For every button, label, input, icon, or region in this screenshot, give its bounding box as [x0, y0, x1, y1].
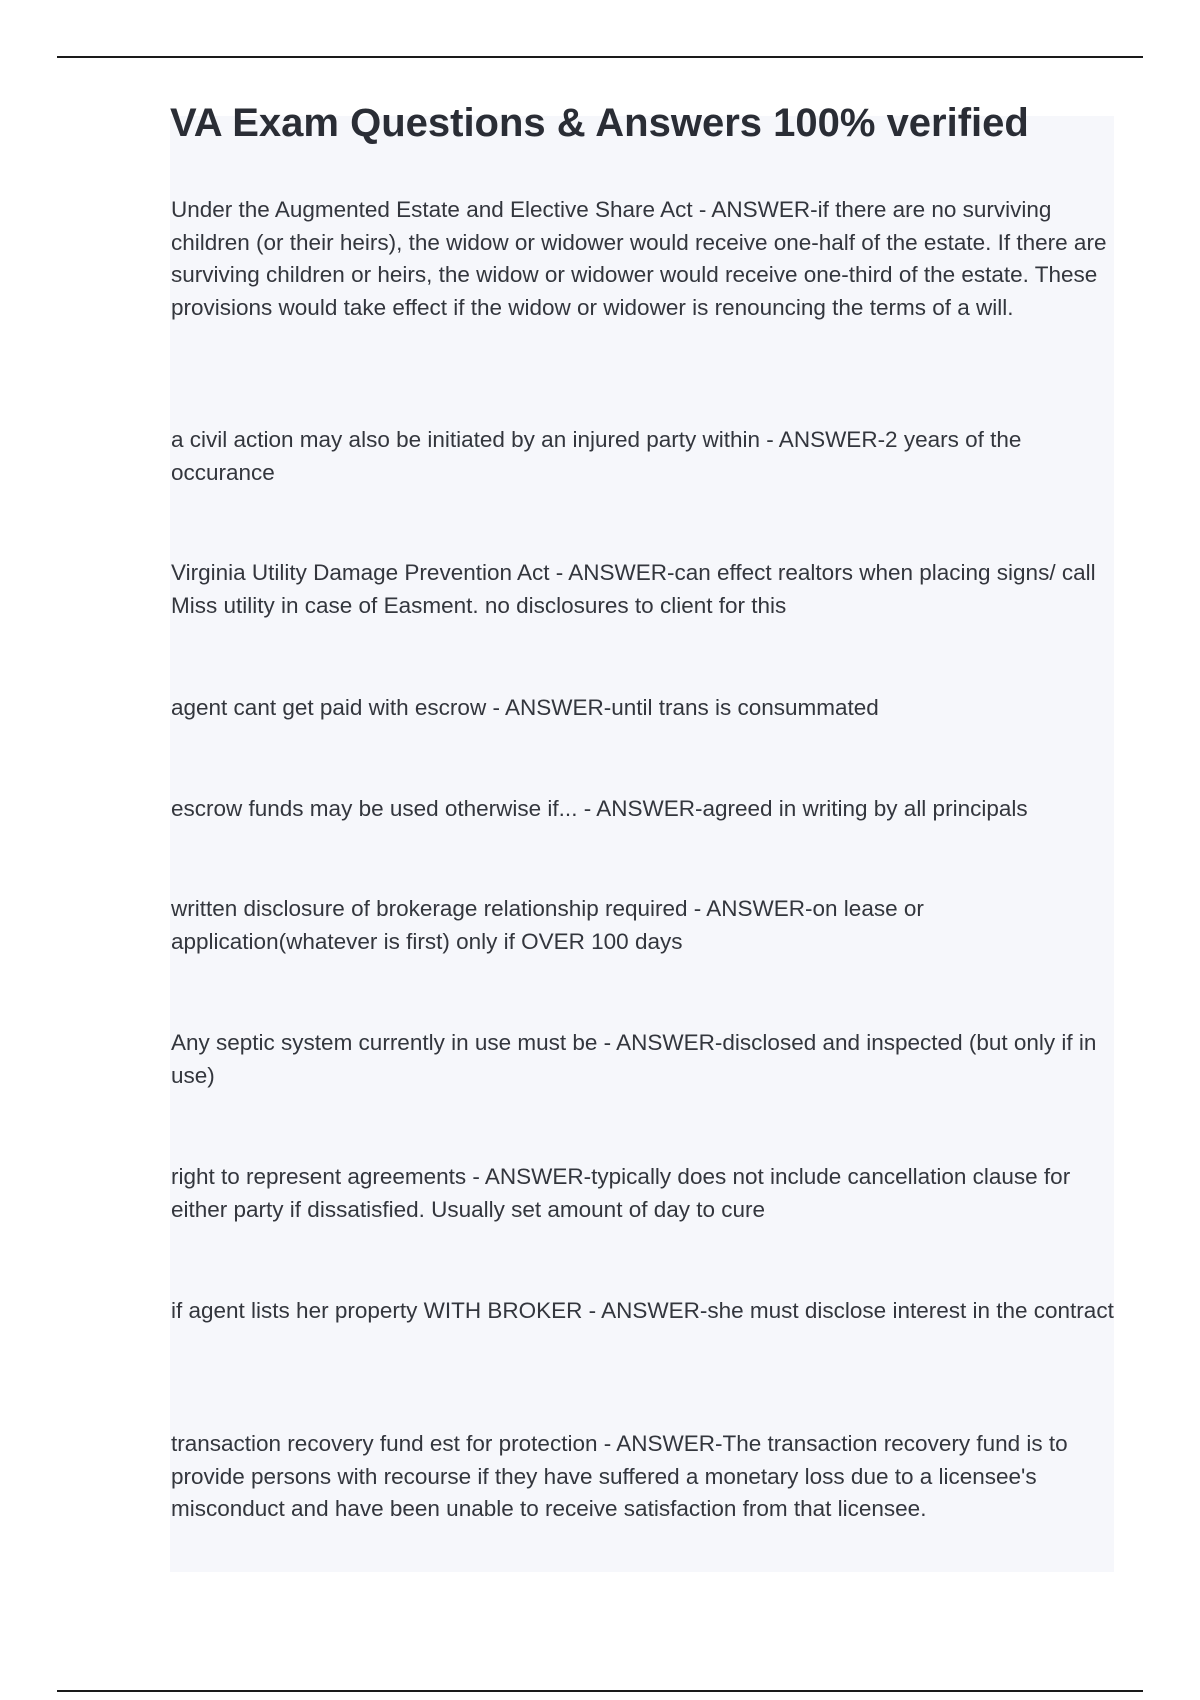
top-rule: [57, 56, 1143, 58]
qa-entry-civil-action: a civil action may also be initiated by an injured party within - ANSWER-2 years of the occurance: [171, 427, 1022, 485]
qa-entry-right-to-represent: right to represent agreements - ANSWER-typically does not include cancellation clause for either party if dissatisfied. Usually set amount of day to cure: [171, 1164, 1071, 1222]
content-background: [170, 116, 1114, 1572]
qa-entry-agent-lists-property: if agent lists her property WITH BROKER - ANSWER-she must disclose interest in the contract: [171, 1298, 1114, 1323]
qa-entry-recovery-fund: transaction recovery fund est for protection - ANSWER-The transaction recovery fund is to provide persons with recourse if they have suffered a monetary loss due to a licensee's misconduct and have been unable to receive satisfaction from that licensee.: [171, 1431, 1068, 1521]
qa-entry-agent-escrow-pay: agent cant get paid with escrow - ANSWER-until trans is consummated: [171, 695, 879, 720]
page-title: VA Exam Questions & Answers 100% verified: [170, 101, 1029, 145]
bottom-rule: [57, 1690, 1143, 1692]
qa-entry-brokerage-disclosure: written disclosure of brokerage relationship required - ANSWER-on lease or application(whatever is first) only if OVER 100 days: [171, 896, 924, 954]
qa-entry-escrow-funds: escrow funds may be used otherwise if... - ANSWER-agreed in writing by all principals: [171, 796, 1028, 821]
qa-entry-septic-system: Any septic system currently in use must be - ANSWER-disclosed and inspected (but only if in use): [171, 1030, 1097, 1088]
qa-entry-utility-damage-act: Virginia Utility Damage Prevention Act - ANSWER-can effect realtors when placing signs/ call Miss utility in case of Easment. no disclosures to client for this: [171, 560, 1096, 618]
qa-entry-augmented-estate: Under the Augmented Estate and Elective Share Act - ANSWER-if there are no surviving children (or their heirs), the widow or widower would receive one-half of the estate. If there are surviving children or heirs, the widow or widower would receive one-third of the estate. These provisions would take effect if the widow or widower is renouncing the terms of a will.: [171, 197, 1107, 320]
